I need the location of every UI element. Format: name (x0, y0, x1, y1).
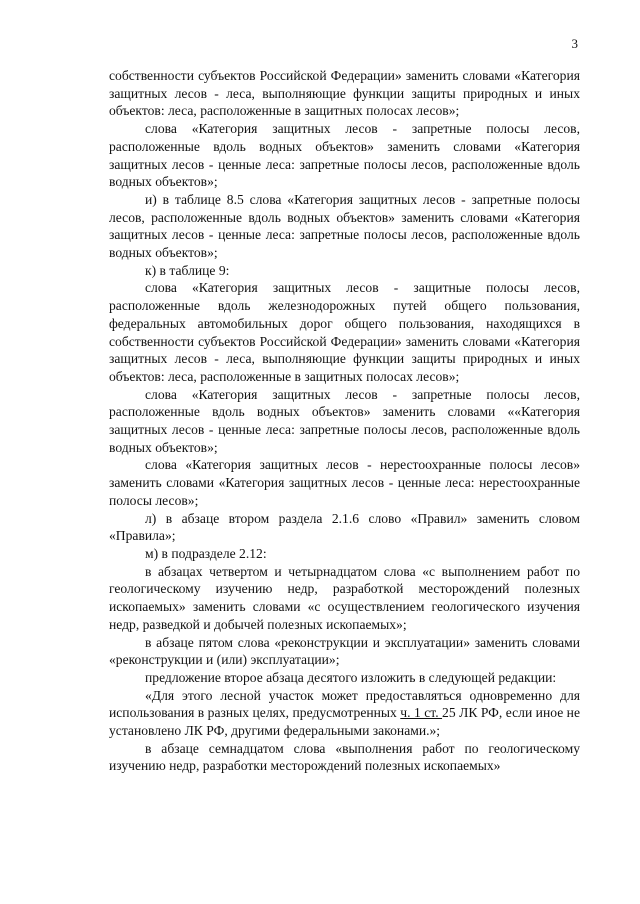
quote-text-start: «Для этого лесной участок может предоставляться одновременно для использования в разных целях, предусмотренных (109, 687, 580, 721)
document-body (109, 67, 580, 775)
paragraph-item-m: м) в подразделе 2.12: (145, 545, 267, 561)
paragraph-item-l: л) в абзаце втором раздела 2.1.6 слово «Правил» заменить словом «Правила»; (109, 510, 580, 544)
paragraph: в абзаце пятом слова «реконструкции и эксплуатации» заменить словами «реконструкции и (или) эксплуатации»; (109, 634, 580, 668)
paragraph-item-i: и) в таблице 8.5 слова «Категория защитных лесов - запретные полосы лесов, расположенные вдоль водных объектов» заменить словами «Категория защитных лесов - ценные леса: запретные полосы лесов, расположенные вдоль водных объектов»; (109, 191, 580, 261)
quote-text-end: 25 ЛК РФ, если иное не установлено ЛК РФ, другими федеральными законами.»; (109, 705, 580, 739)
paragraph: предложение второе абзаца десятого изложить в следующей редакции: (145, 669, 557, 685)
law-reference-link[interactable]: ч. 1 ст. (400, 705, 443, 721)
paragraph: слова «Категория защитных лесов - запретные полосы лесов, расположенные вдоль водных объектов» заменить словами «Категория защитных лесов - ценные леса: запретные полосы лесов, расположенные вдоль водных объектов»; (109, 121, 580, 190)
paragraph-continuation: собственности субъектов Российской Федерации» заменить словами «Категория защитных лесов - леса, выполняющие функции защиты природных и иных объектов: леса, расположенные в защитных полосах лесов»; (109, 68, 580, 119)
paragraph: слова «Категория защитных лесов - защитные полосы лесов, расположенные вдоль железнодорожных путей общего пользования, федеральных автомобильных дорог общего пользования, находящихся в собственности субъектов Российской Федерации» заменить словами «Категория защитных лесов - леса, выполняющие функции защиты природных и иных объектов: леса, расположенные в защитных полосах лесов»; (109, 280, 580, 384)
page-number: 3 (571, 36, 578, 51)
paragraph-quote (109, 687, 580, 740)
paragraph-item-k: к) в таблице 9: (145, 262, 230, 278)
paragraph: в абзацах четвертом и четырнадцатом слова «с выполнением работ по геологическому изучению недр, разработкой месторождений полезных ископаемых» заменить словами «с осуществлением геологического изучения недр, разведкой и добычей полезных ископаемых»; (109, 563, 580, 632)
paragraph: слова «Категория защитных лесов - запретные полосы лесов, расположенные вдоль водных объектов» заменить словами ««Категория защитных лесов - ценные леса: запретные полосы лесов, расположенные вдоль водных объектов»; (109, 386, 580, 455)
paragraph: слова «Категория защитных лесов - нерестоохранные полосы лесов» заменить словами «Категория защитных лесов - ценные леса: нерестоохранные полосы лесов»; (109, 457, 580, 508)
paragraph: в абзаце семнадцатом слова «выполнения работ по геологическому изучению недр, разработки месторождений полезных ископаемых» (109, 740, 580, 774)
